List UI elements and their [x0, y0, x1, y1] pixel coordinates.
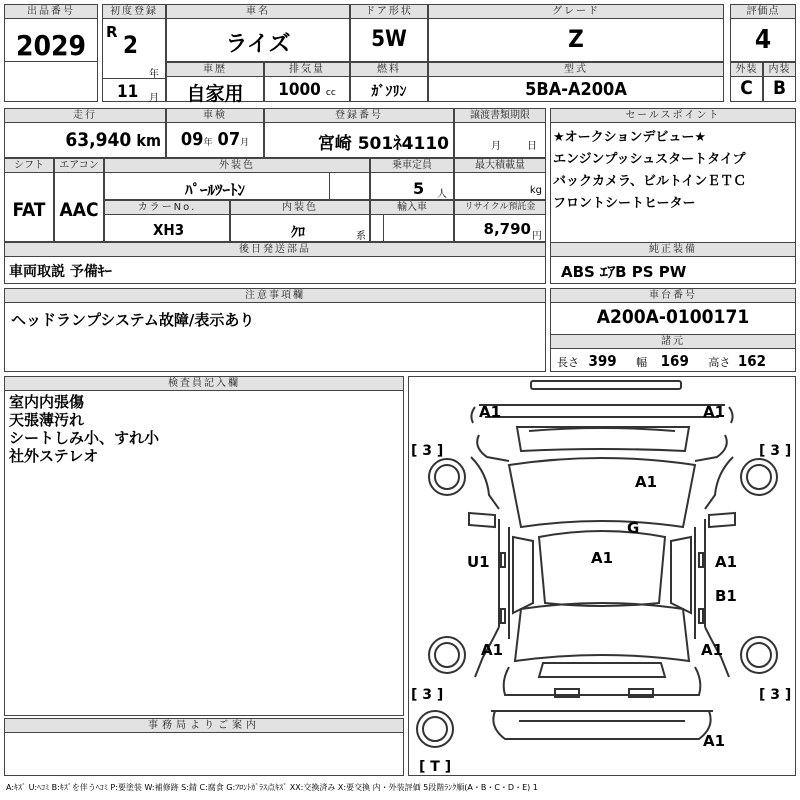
inspection-month-unit: 月: [240, 138, 250, 148]
mark-right-rear-door: B1: [715, 587, 737, 605]
transfer-doc-box: [454, 108, 546, 158]
mark-front-right: A1: [703, 403, 726, 421]
door-type: 5W: [371, 27, 407, 52]
plate-number: 宮崎 501ﾈ4110: [317, 134, 449, 154]
sales-point: ★オークションデビュー★: [553, 130, 707, 145]
recycle-box: [454, 200, 546, 242]
sales-points-box: [550, 108, 796, 254]
shift-label: シフト: [5, 159, 53, 173]
capacity-label: 乗車定員: [371, 159, 453, 173]
inspector-line: シートしみ小、すれ小: [9, 429, 160, 447]
lot-number-label: 出品番号: [5, 5, 97, 19]
mark-hood: A1: [635, 473, 658, 491]
transfer-day-unit: 日: [527, 141, 537, 152]
tire-spare: [ T ]: [419, 759, 452, 775]
import-label: 輸入車: [371, 201, 453, 215]
recycle-label: リサイクル預託金: [455, 201, 545, 215]
door-type-label: ドア形状: [351, 5, 427, 19]
model-box: [428, 62, 724, 102]
fuel-label: 燃料: [351, 63, 427, 77]
inspector-line: 社外ステレオ: [9, 447, 99, 465]
interior-color: ｸﾛ: [291, 225, 305, 241]
transfer-month-unit: 月: [491, 141, 501, 152]
interior-color-box: [230, 200, 370, 242]
sales-point: フロントシートヒーター: [553, 196, 696, 211]
usage-box: [166, 62, 264, 105]
first-reg-month: 11: [117, 82, 139, 102]
mark-rear: A1: [703, 732, 726, 750]
sales-point: エンジンプッシュスタートタイプ: [553, 152, 746, 167]
mark-left-rear: A1: [481, 641, 504, 659]
usage: 自家用: [186, 83, 244, 105]
interior-grade: B: [772, 77, 787, 99]
max-load-unit: kg: [529, 185, 542, 196]
aircon: AAC: [59, 199, 99, 221]
height-value: 162: [737, 352, 767, 370]
grade-box: [428, 4, 724, 62]
era: R: [106, 23, 118, 41]
door-type-box: [350, 4, 428, 62]
exterior-color: ﾊﾟｰﾙﾂｰﾄﾝ: [185, 181, 246, 199]
exterior-color-box: [104, 158, 370, 200]
aircon-label: エアコン: [55, 159, 103, 173]
inspector-box: [4, 376, 404, 716]
inspector-label: 検査員記入欄: [5, 377, 403, 391]
usage-label: 車歴: [167, 63, 263, 77]
interior-grade-box: [763, 62, 796, 102]
year-unit: 年: [149, 69, 159, 80]
transfer-doc-label: 譲渡書類期限: [455, 109, 545, 123]
inspection-box: [166, 108, 264, 158]
chassis-label: 車台番号: [551, 289, 795, 303]
displacement-box: [264, 62, 350, 102]
chassis-number: A200A-0100171: [551, 306, 795, 335]
chassis-box: [550, 288, 796, 372]
displacement-unit: cc: [325, 88, 336, 98]
displacement-label: 排気量: [265, 63, 349, 77]
notes-label: 注意事項欄: [5, 289, 545, 303]
height-label: 高さ: [708, 356, 731, 369]
grade: Z: [568, 25, 584, 53]
exterior-color-label: 外装色: [105, 159, 369, 173]
mark-front-left: A1: [479, 403, 502, 421]
first-registration-box: [102, 4, 166, 102]
notes-box: [4, 288, 546, 372]
inspection-label: 車検: [167, 109, 263, 123]
sales-point: バックカメラ、ビルトインＥＴＣ: [553, 174, 747, 189]
grade-label: グレード: [429, 5, 723, 19]
max-load-label: 最大積載量: [455, 159, 545, 173]
length-value: 399: [588, 352, 617, 370]
capacity: 5: [413, 179, 425, 198]
fuel-box: [350, 62, 428, 102]
car-diagram: [409, 377, 795, 775]
office-label: 事務局よりご案内: [5, 719, 403, 733]
tire-front-left: [ 3 ]: [411, 443, 444, 459]
inspection-year: 09: [180, 129, 204, 150]
shift-box: [4, 158, 54, 242]
plate-box: [264, 108, 454, 158]
equipment: ABS ｴｱB PS PW: [561, 263, 687, 281]
first-reg-year: 2: [123, 31, 139, 59]
score-box: [730, 4, 796, 62]
recycle-unit: 円: [532, 231, 542, 242]
mark-roof: A1: [591, 549, 614, 567]
equipment-box: [550, 242, 796, 284]
tire-front-right: [ 3 ]: [759, 443, 792, 459]
fuel: ｶﾞｿﾘﾝ: [371, 84, 407, 100]
width-value: 169: [660, 352, 689, 370]
specs-label: 諸元: [551, 335, 795, 349]
car-name: ライズ: [225, 32, 291, 57]
car-name-box: [166, 4, 350, 62]
inspection-year-unit: 年: [203, 138, 213, 148]
capacity-box: [370, 158, 454, 200]
inspector-line: 天張薄汚れ: [9, 411, 85, 429]
score-label: 評価点: [731, 5, 795, 19]
model-label: 型式: [429, 63, 723, 77]
color-no-box: [104, 200, 230, 242]
legend: A:ｷｽﾞ U:ﾍｺﾐ B:ｷｽﾞを伴うﾍｺﾐ P:要塗装 W:補修跡 S:錆 C:腐食 G:ﾌﾛﾝﾄｶﾞﾗｽ点ｷｽﾞ XX:交換済み X:要交換 内・外装評価 5段階ﾗﾝｸ順(A・B・C・D・E) 1: [6, 783, 538, 792]
recycle: 8,790: [483, 220, 531, 238]
color-no: XH3: [153, 221, 185, 239]
mark-right-front-door: A1: [715, 553, 738, 571]
mileage: 63,940: [65, 129, 132, 151]
mark-roof-glass: G: [627, 519, 640, 537]
specs-row: [551, 349, 795, 373]
displacement: 1000: [278, 80, 321, 100]
tire-rear-right: [ 3 ]: [759, 687, 792, 703]
sales-points-label: セールスポイント: [551, 109, 795, 123]
shift: FAT: [12, 199, 46, 221]
inspector-line: 室内内張傷: [9, 393, 85, 411]
later-parts-box: [4, 242, 546, 284]
mileage-box: [4, 108, 166, 158]
aircon-box: [54, 158, 104, 242]
model: 5BA-A200A: [525, 79, 627, 100]
max-load-box: [454, 158, 546, 200]
equipment-label: 純正装備: [551, 243, 795, 257]
month-unit: 月: [149, 93, 159, 104]
color-no-label: カラーNo.: [105, 201, 229, 215]
notes: ヘッドランプシステム故障/表示あり: [11, 311, 255, 329]
inspector-notes: [5, 391, 403, 467]
capacity-unit: 人: [437, 189, 447, 200]
exterior-grade-box: [730, 62, 763, 102]
mark-left-side: U1: [467, 553, 490, 571]
length-label: 長さ: [557, 356, 579, 369]
lot-number: 2029: [15, 29, 87, 62]
plate-label: 登録番号: [265, 109, 453, 123]
mileage-label: 走行: [5, 109, 165, 123]
mark-right-rear: A1: [701, 641, 724, 659]
tire-rear-left: [ 3 ]: [411, 687, 444, 703]
car-name-label: 車名: [167, 5, 349, 19]
sales-points-list: [551, 123, 795, 219]
import-box: [370, 200, 454, 242]
mileage-unit: km: [136, 131, 161, 150]
exterior-grade-label: 外装: [731, 63, 762, 77]
width-label: 幅: [636, 356, 648, 369]
lot-number-box: [4, 4, 98, 102]
interior-color-label: 内装色: [231, 201, 369, 215]
later-parts-label: 後日発送部品: [5, 243, 545, 257]
first-registration-label: 初度登録: [103, 5, 165, 19]
interior-color-unit: 系: [356, 231, 366, 242]
inspection-month: 07: [217, 129, 241, 150]
later-parts: 車両取説 予備ｷｰ: [9, 264, 112, 280]
office-box: [4, 718, 404, 776]
exterior-grade: C: [740, 77, 753, 99]
car-diagram-box: [408, 376, 796, 776]
score: 4: [754, 25, 772, 55]
interior-grade-label: 内装: [764, 63, 795, 77]
